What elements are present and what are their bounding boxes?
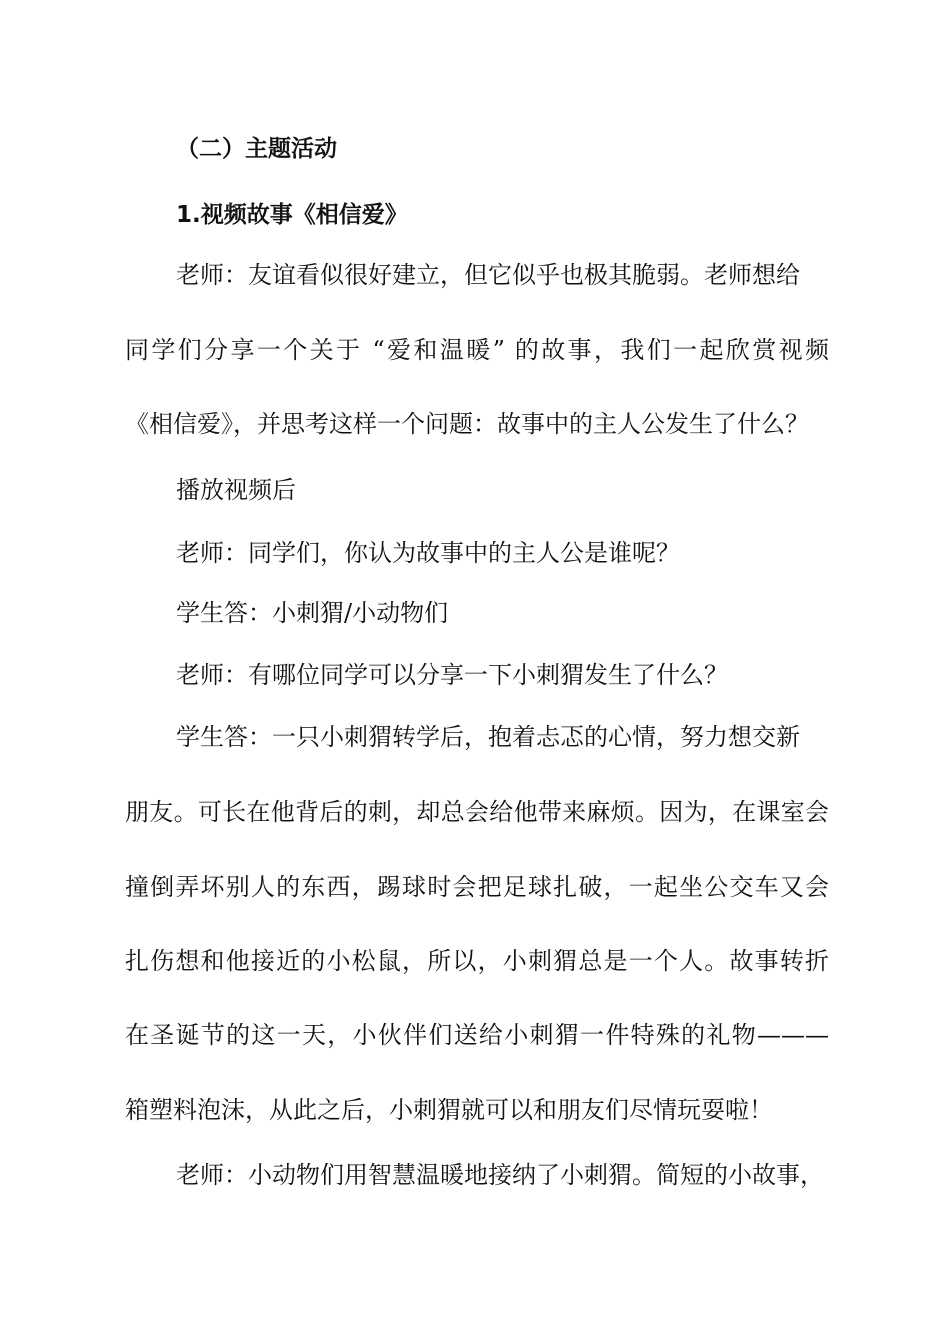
paragraph-line: 播放视频后	[176, 476, 296, 504]
paragraph-line: 同学们分享一个关于 “爱和温暖” 的故事，我们一起欣赏视频	[125, 336, 829, 364]
paragraph-line: 箱塑料泡沫，从此之后，小刺猬就可以和朋友们尽情玩耍啦！	[125, 1096, 773, 1124]
paragraph-line: 学生答：小刺猬/小动物们	[176, 599, 449, 627]
paragraph-line: 扎伤想和他接近的小松鼠，所以，小刺猬总是一个人。故事转折	[125, 947, 829, 975]
paragraph-line: 老师：小动物们用智慧温暖地接纳了小刺猬。简短的小故事，	[176, 1161, 824, 1189]
paragraph-line: 学生答：一只小刺猬转学后，抱着忐忑的心情，努力想交新	[176, 723, 800, 751]
paragraph-line: 老师：同学们，你认为故事中的主人公是谁呢？	[176, 539, 680, 567]
paragraph-line: 老师：有哪位同学可以分享一下小刺猬发生了什么？	[176, 661, 728, 689]
paragraph-line: 《相信爱》，并思考这样一个问题：故事中的主人公发生了什么？	[125, 410, 809, 438]
paragraph-line: 朋友。可长在他背后的刺，却总会给他带来麻烦。因为，在课室会	[125, 798, 829, 826]
paragraph-line: 老师：友谊看似很好建立，但它似乎也极其脆弱。老师想给	[176, 261, 800, 289]
subheading: 1.视频故事《相信爱》	[176, 202, 408, 228]
paragraph-line: 在圣诞节的这一天，小伙伴们送给小刺猬一件特殊的礼物———	[125, 1021, 829, 1049]
section-heading: （二）主题活动	[176, 136, 337, 162]
paragraph-line: 撞倒弄坏别人的东西，踢球时会把足球扎破，一起坐公交车又会	[125, 873, 829, 901]
